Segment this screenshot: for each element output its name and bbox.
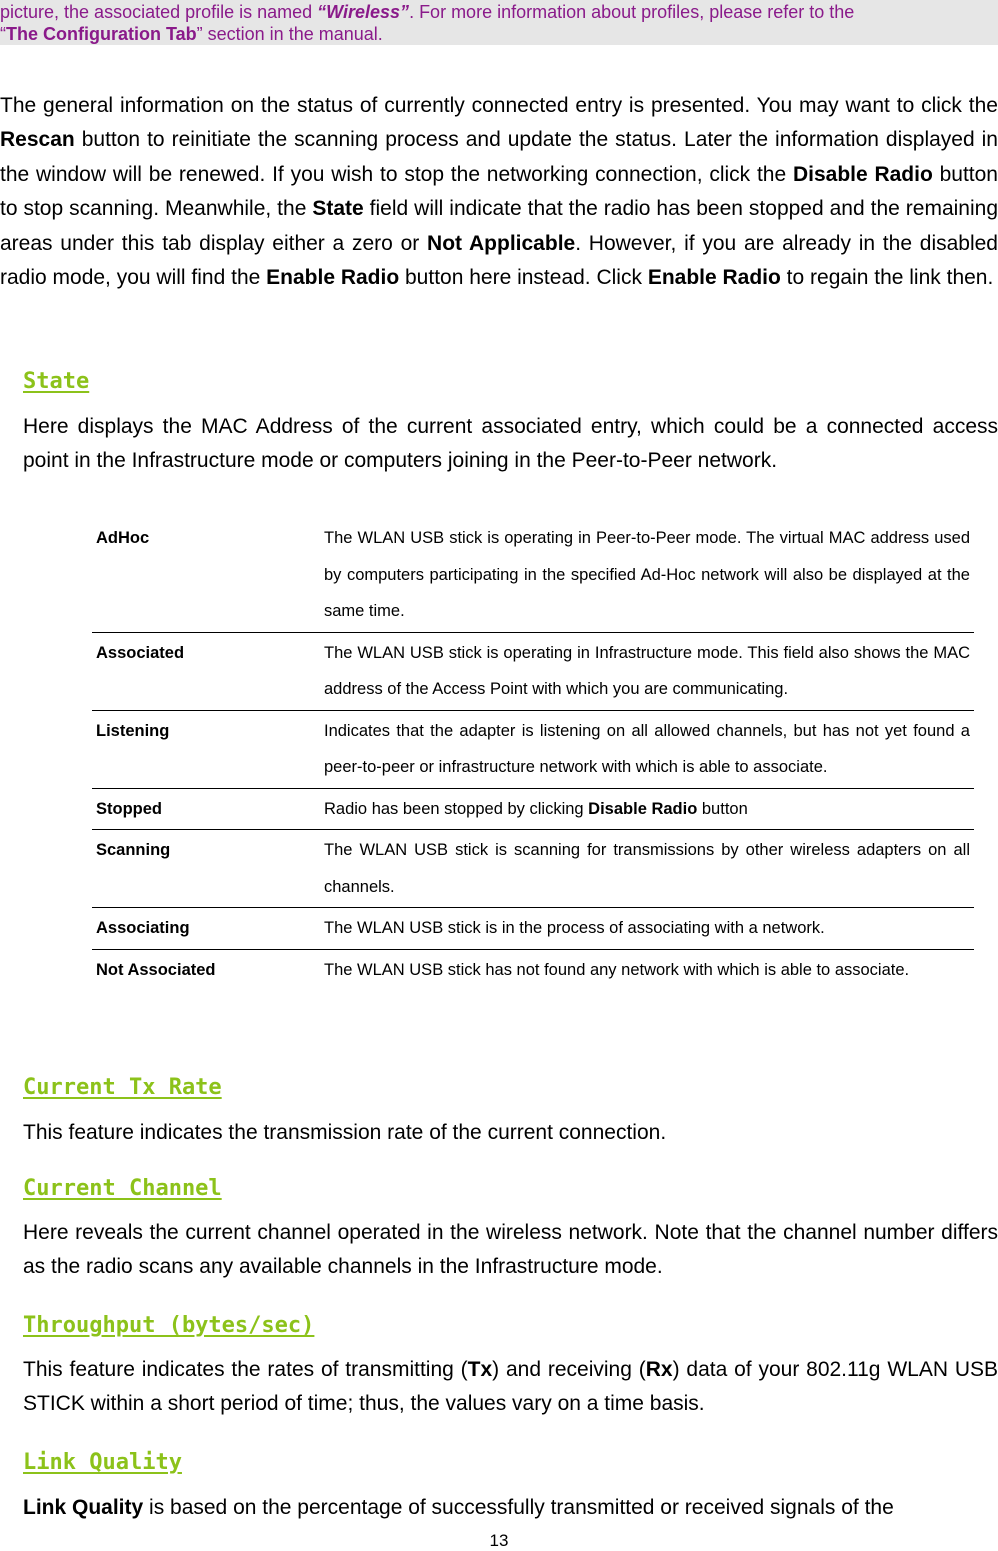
tx-rate-heading: Current Tx Rate (23, 1075, 222, 1100)
state-term: Not Associated (96, 960, 216, 979)
state-definition: The WLAN USB stick is operating in Peer-to-Peer mode. The virtual MAC address used by computers participating in the specified Ad-Hoc network will also be displayed at the same time. (324, 518, 974, 632)
state-heading: State (23, 369, 90, 394)
state-definition: The WLAN USB stick is scanning for transmissions by other wireless adapters on all channels. (324, 830, 974, 908)
table-row (92, 632, 974, 710)
state-term: Scanning (92, 830, 324, 908)
state-term: AdHoc (92, 518, 324, 632)
table-row (92, 518, 974, 632)
throughput-description: This feature indicates the rates of transmitting (Tx) and receiving (Rx) data of your 802.11g WLAN USB STICK within a short period of time; thus, the values vary on a time basis. (23, 1358, 998, 1415)
intro-paragraph: The general information on the status of currently connected entry is presented. You may want to click the Rescan button to reinitiate the scanning process and update the status. Later the information displayed in the window will be renewed. If you wish to stop the networking connection, click the Disable Radio button to stop scanning. Meanwhile, the State field will indicate that the radio has been stopped and the remaining areas under this tab display either a zero or Not Applicable. However, if you are already in the disabled radio mode, you will find the Enable Radio button here instead. Click Enable Radio to regain the link then. (0, 94, 998, 290)
state-values-table (92, 518, 974, 990)
callout-note (0, 0, 998, 45)
channel-description: Here reveals the current channel operated in the wireless network. Note that the channel number differs as the radio scans any available channels in the Infrastructure mode. (23, 1221, 998, 1278)
table-row (92, 710, 974, 788)
link-quality-heading: Link Quality (23, 1450, 182, 1475)
note-line-2: “The Configuration Tab” section in the manual. (0, 24, 383, 44)
state-definition: The WLAN USB stick has not found any network with which is able to associate. (324, 960, 910, 979)
state-definition: Indicates that the adapter is listening on all allowed channels, but has not yet found a peer-to-peer or infrastructure network with which is able to associate. (324, 710, 974, 788)
state-term: Listening (92, 710, 324, 788)
state-definition: The WLAN USB stick is in the process of associating with a network. (324, 908, 974, 950)
page-number: 13 (489, 1531, 509, 1550)
tx-rate-description: This feature indicates the transmission rate of the current connection. (23, 1121, 667, 1144)
table-row (92, 788, 974, 830)
section-reference: The Configuration Tab (6, 24, 197, 44)
throughput-heading: Throughput (bytes/sec) (23, 1313, 315, 1338)
note-line-1: picture, the associated profile is named “Wireless”. For more information about profiles, please refer to the (0, 2, 855, 22)
state-term: Associating (92, 908, 324, 950)
profile-name: “Wireless” (317, 2, 410, 22)
state-definition: Radio has been stopped by clicking Disable Radio button (324, 788, 974, 830)
state-term: Associated (92, 632, 324, 710)
state-description: Here displays the MAC Address of the current associated entry, which could be a connected access point in the Infrastructure mode or computers joining in the Peer-to-Peer network. (23, 415, 998, 472)
link-quality-description: Link Quality is based on the percentage of successfully transmitted or received signals of the (23, 1496, 894, 1519)
channel-heading: Current Channel (23, 1176, 222, 1201)
table-row (92, 830, 974, 908)
table-row (92, 908, 974, 950)
table-row (92, 949, 974, 990)
state-term: Stopped (92, 788, 324, 830)
state-definition: The WLAN USB stick is operating in Infrastructure mode. This field also shows the MAC address of the Access Point with which you are communicating. (324, 632, 974, 710)
